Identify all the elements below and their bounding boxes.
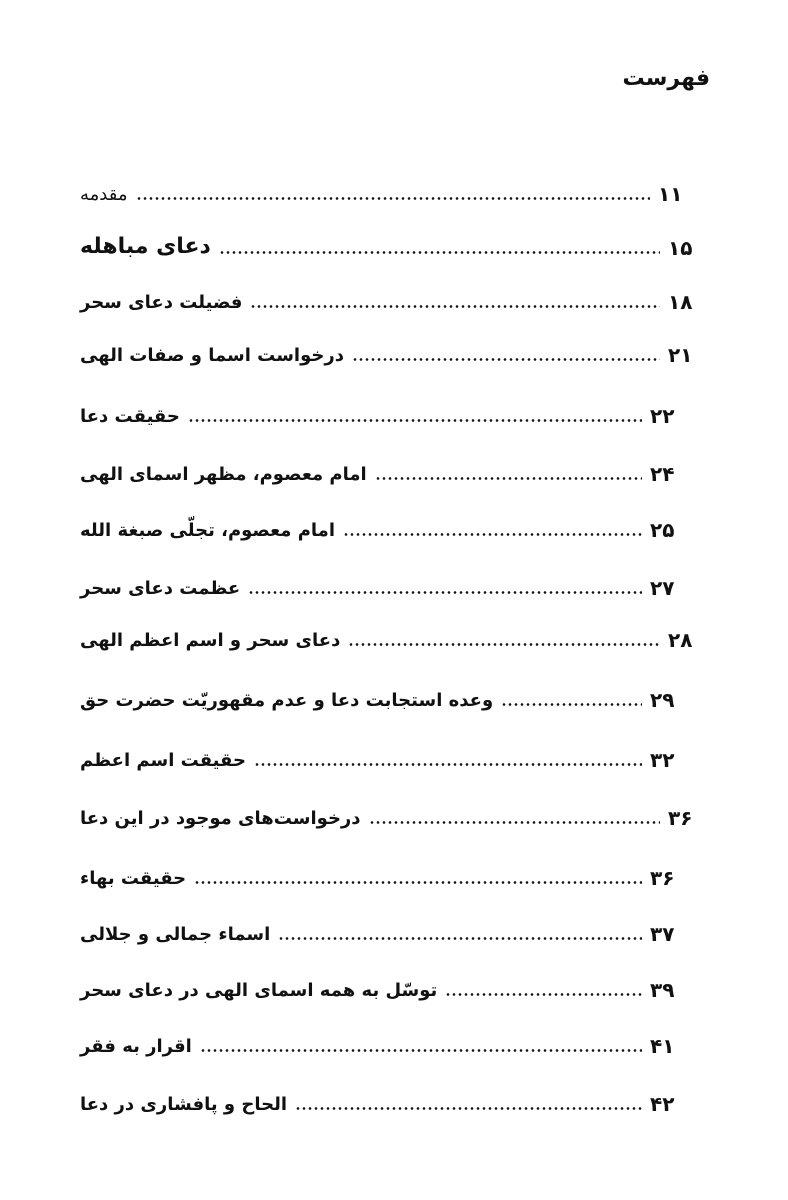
toc-entry-title: درخواست‌های موجود در این دعا (80, 808, 361, 830)
dot-leader (254, 763, 642, 766)
toc-entry-title: اسماء جمالی و جلالی (80, 924, 271, 946)
toc-entry-title: دعای مباهله (80, 233, 211, 259)
toc-entry (80, 782, 704, 834)
toc-entry (80, 158, 704, 210)
toc-entry-title: درخواست اسما و صفات الهی (80, 345, 344, 367)
toc-entry-page: ۱۵ (668, 236, 693, 260)
dot-leader (200, 1049, 642, 1052)
toc-entry-title: فضیلت دعای سحر (80, 292, 243, 314)
toc-entry-title: حقیقت اسم اعظم (80, 750, 246, 772)
dot-leader (348, 643, 660, 646)
dot-leader (369, 821, 660, 824)
toc-entry-page: ۳۹ (650, 978, 675, 1002)
dot-leader (248, 591, 642, 594)
toc-entry-page: ۳۶ (668, 806, 693, 830)
toc-entry (80, 494, 704, 546)
toc-entry-page: ۲۷ (650, 576, 675, 600)
toc-entry (80, 212, 704, 264)
dot-leader (250, 305, 660, 308)
toc-entry (80, 266, 704, 318)
dot-leader (219, 251, 660, 254)
toc-entry (80, 724, 704, 776)
toc-entry-title: وعده استجابت دعا و عدم مقهوریّت حضرت حق (80, 690, 494, 712)
toc-entry-page: ۲۹ (650, 688, 675, 712)
toc-entry-title: الحاح و پافشاری در دعا (80, 1094, 288, 1116)
toc-entry-title: دعای سحر و اسم اعظم الهی (80, 630, 341, 652)
toc-entry-title: امام معصوم، تجلّی صبغة الله (80, 520, 335, 542)
dot-leader (375, 477, 642, 480)
dot-leader (501, 703, 642, 706)
toc-entry (80, 1068, 704, 1120)
toc-entry-title: امام معصوم، مظهر اسمای الهی (80, 464, 367, 486)
toc-entry (80, 319, 704, 371)
dot-leader (343, 533, 642, 536)
toc-entry-page: ۲۸ (668, 628, 693, 652)
toc-entry (80, 1010, 704, 1062)
toc-entry (80, 842, 704, 894)
toc-entry-page: ۴۲ (650, 1092, 675, 1116)
dot-leader (278, 937, 642, 940)
toc-entry (80, 380, 704, 432)
toc-entry-page: ۱۸ (668, 290, 693, 314)
toc-entry-title: اقرار به فقر (80, 1036, 192, 1058)
dot-leader (445, 993, 642, 996)
toc-entry-page: ۲۱ (668, 343, 693, 367)
toc-entry-page: ۲۴ (650, 462, 675, 486)
toc-entry (80, 664, 704, 716)
toc-entry (80, 604, 704, 656)
toc-entry (80, 552, 704, 604)
toc-entry (80, 954, 704, 1006)
dot-leader (295, 1107, 642, 1110)
toc-entry (80, 438, 704, 490)
dot-leader (352, 358, 660, 361)
toc-entry-title: مقدمه (80, 184, 128, 206)
toc-entry-title: حقیقت بهاء (80, 868, 187, 890)
page-title: فهرست (622, 66, 710, 91)
toc-entry-page: ۳۲ (650, 748, 675, 772)
toc-entry-page: ۴۱ (650, 1034, 675, 1058)
toc-entry-page: ۱۱ (658, 182, 683, 206)
toc-entry-page: ۲۲ (650, 404, 675, 428)
dot-leader (194, 881, 642, 884)
toc-entry-page: ۳۷ (650, 922, 675, 946)
dot-leader (188, 419, 642, 422)
toc-entry (80, 898, 704, 950)
toc-entry-title: عظمت دعای سحر (80, 578, 241, 600)
toc-entry-page: ۳۶ (650, 866, 675, 890)
toc-entry-title: حقیقت دعا (80, 406, 180, 428)
dot-leader (136, 197, 651, 200)
toc-entry-page: ۲۵ (650, 518, 675, 542)
toc-entry-title: توسّل به همه اسمای الهی در دعای سحر (80, 980, 438, 1002)
